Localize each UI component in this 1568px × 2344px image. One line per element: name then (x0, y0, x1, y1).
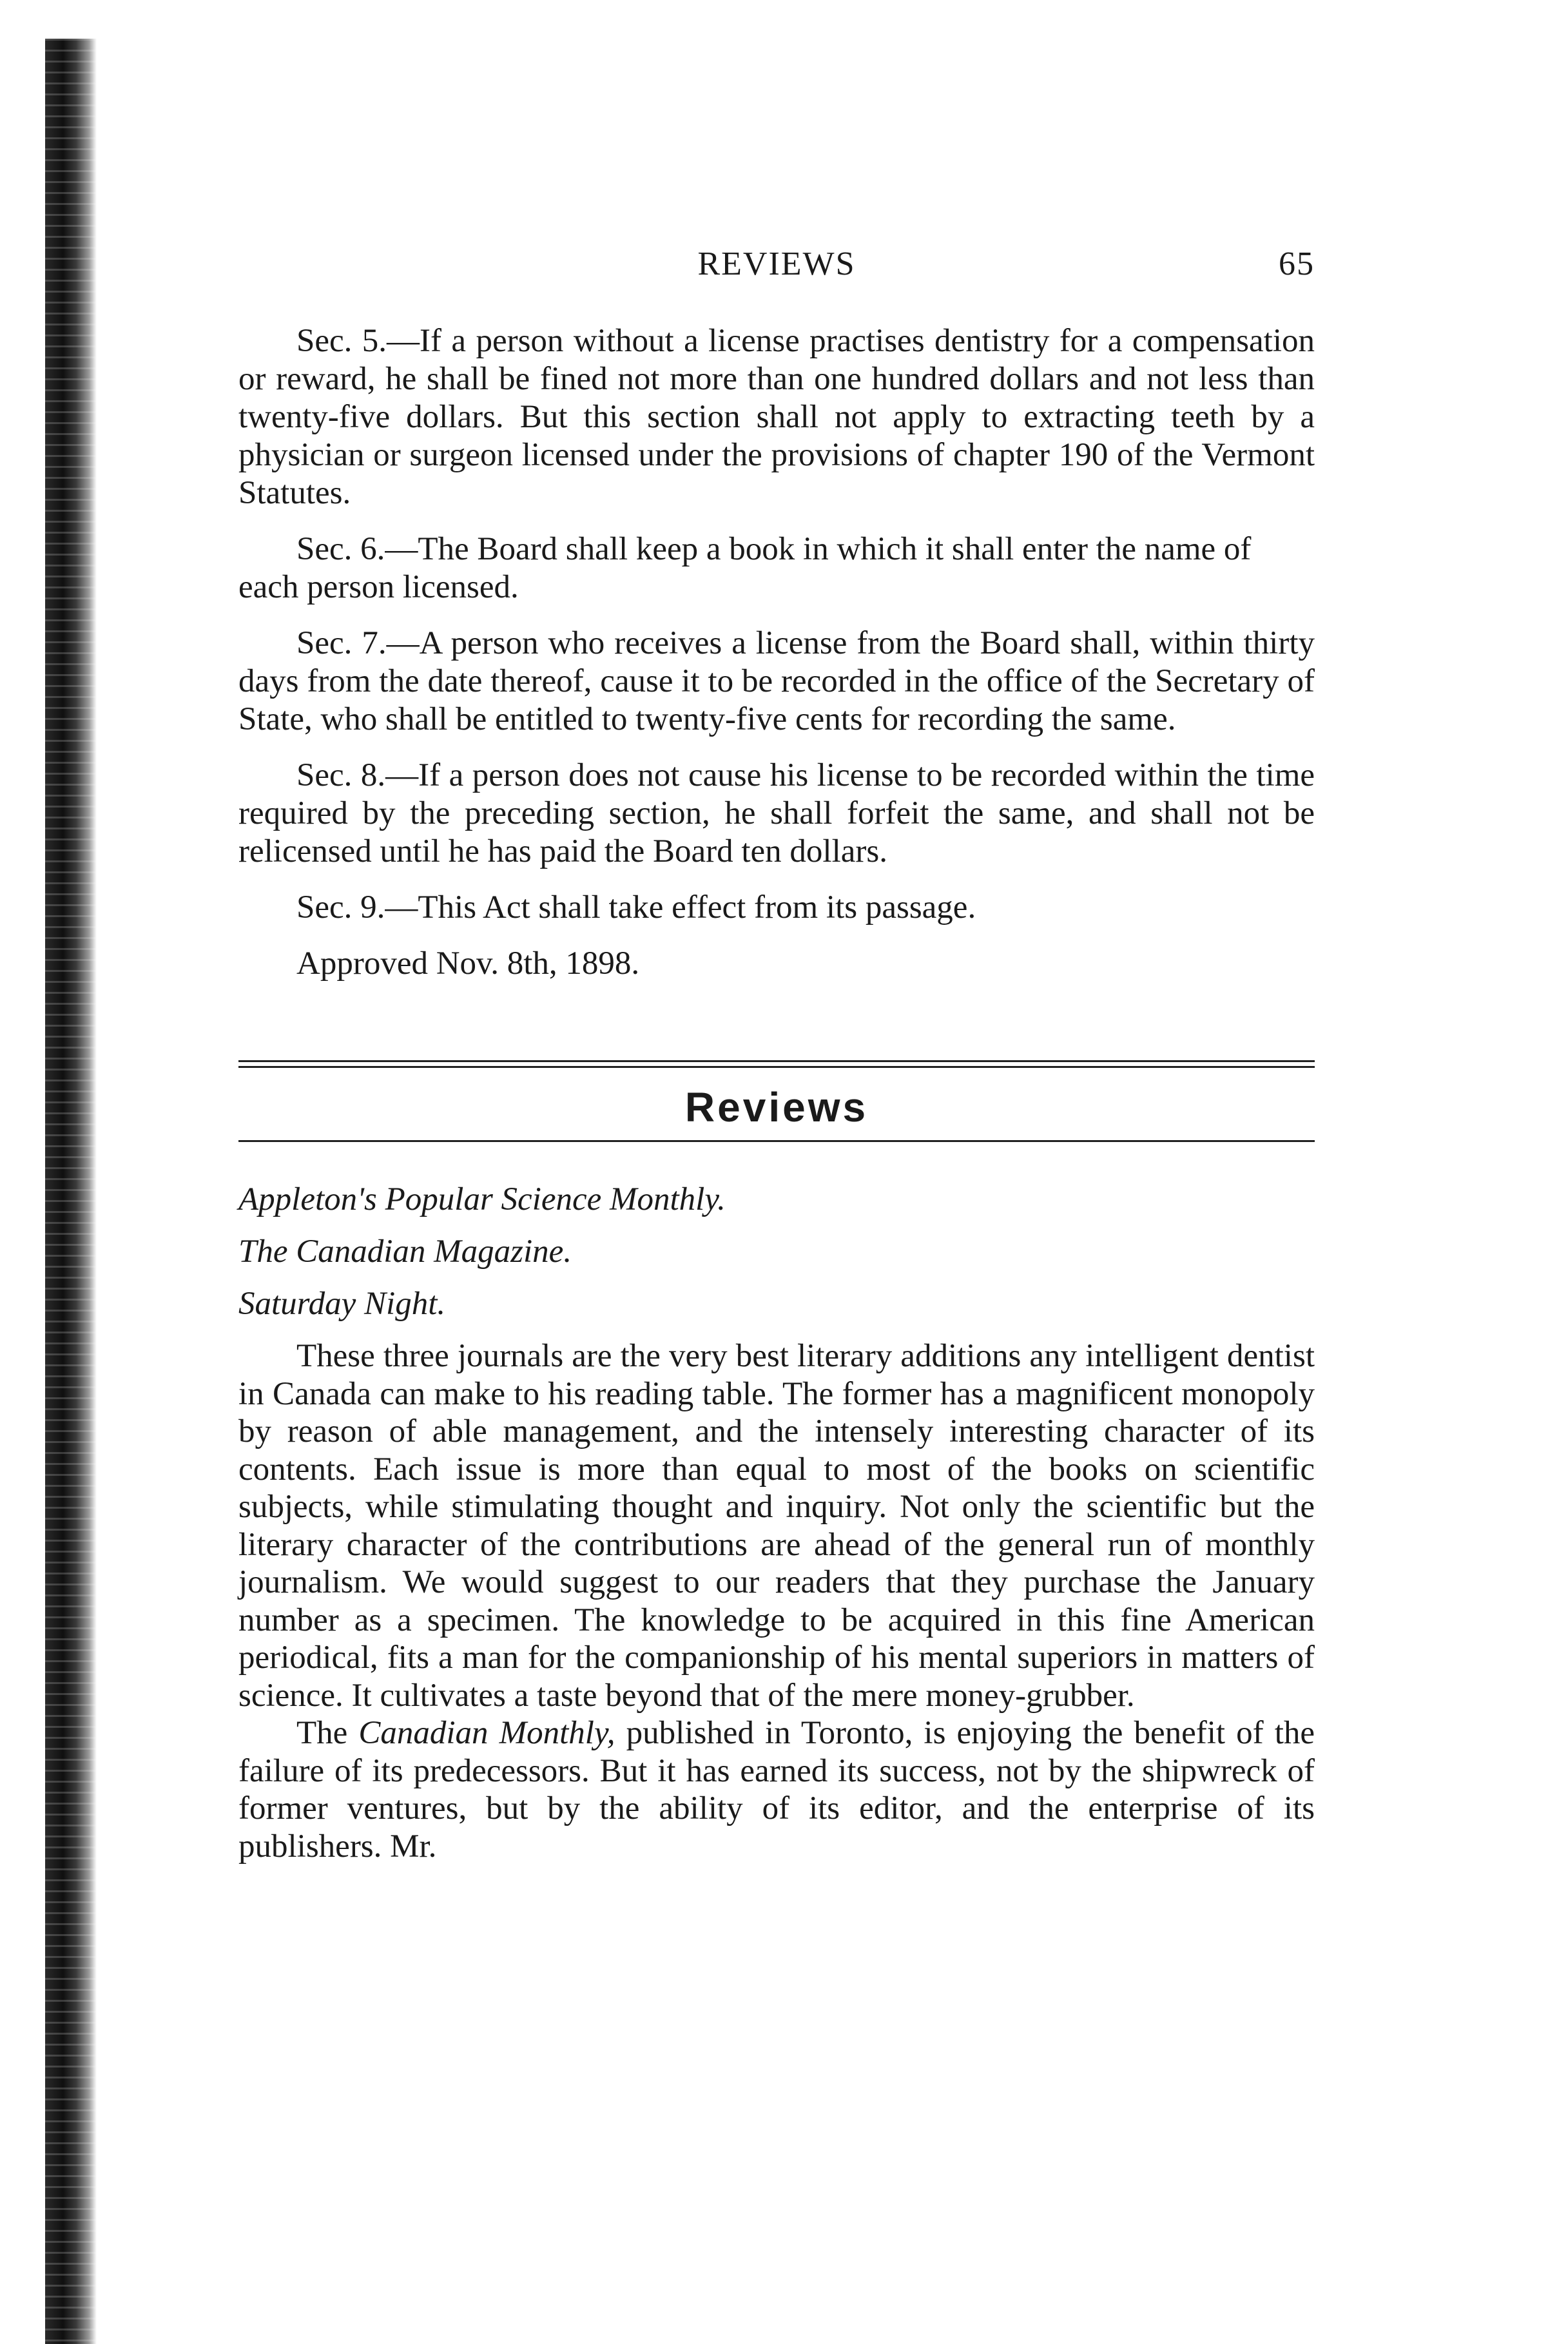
running-head (238, 245, 1315, 296)
review-paragraph (238, 1714, 1315, 1865)
periodical-title: Canadian Monthly, (358, 1715, 615, 1751)
document-page (238, 245, 1315, 1865)
section-5: Sec. 5.—If a person without a license practises dentistry for a compensation or reward, he shall be fined not more than one hundred dollars and not less than twenty-five dollars. But this section shall not apply to extracting teeth by a physician or surgeon licensed under the provisions of chapter 190 of the Vermont Statutes. (238, 323, 1315, 511)
approval-date: Approved Nov. 8th, 1898. (296, 945, 640, 982)
reviews-heading: Reviews (684, 1084, 869, 1130)
page-number: 65 (1279, 246, 1315, 282)
book-binding-edge (45, 39, 97, 2344)
journal-title: The Canadian Magazine. (238, 1234, 572, 1270)
section-9: Sec. 9.—This Act shall take effect from its passage. (296, 889, 976, 925)
section-7: Sec. 7.—A person who receives a license from the Board shall, within thirty days from the date thereof, cause it to be recorded in the office of the Secretary of State, who shall be entitled to twenty-five cents for recording the same. (238, 625, 1315, 737)
double-rule-divider (238, 1060, 1315, 1068)
paragraph-text: published in Toronto, is enjoying the benefit of the failure of its predecessors. But it has earned its success, not by the shipwreck of former ventures, but by the ability of its editor, and the enterprise of its publishers. Mr. (238, 1715, 1315, 1865)
review-paragraph: These three journals are the very best literary additions any intelligent dentist in Canada can make to his reading table. The former has a magnificent monopoly by reason of able management, and the intensely interesting character of its contents. Each issue is more than equal to most of the books on scientific subjects, while stimulating thought and inquiry. Not only the scientific but the literary character of the contributions are ahead of the general run of monthly journalism. We would suggest to our readers that they purchase the January number as a specimen. The knowledge to be acquired in this fine American periodical, fits a man for the companionship of his mental superiors in matters of science. It cultivates a taste beyond that of the mere money-grubber. (238, 1338, 1315, 1714)
journal-list (238, 1181, 1315, 1323)
section-8: Sec. 8.—If a person does not cause his license to be recorded within the time required by the preceding section, he shall forfeit the same, and shall not be relicensed until he has paid the Board ten dollars. (238, 757, 1315, 869)
review-body (238, 1337, 1315, 1865)
paragraph-lead: The (296, 1715, 359, 1751)
single-rule-divider (238, 1140, 1315, 1142)
journal-title: Saturday Night. (238, 1286, 446, 1322)
statute-sections (238, 322, 1315, 983)
section-6: Sec. 6.—The Board shall keep a book in which it shall enter the name of each person licensed. (238, 531, 1252, 605)
journal-title: Appleton's Popular Science Monthly. (238, 1181, 726, 1217)
running-head-title: REVIEWS (697, 246, 856, 282)
